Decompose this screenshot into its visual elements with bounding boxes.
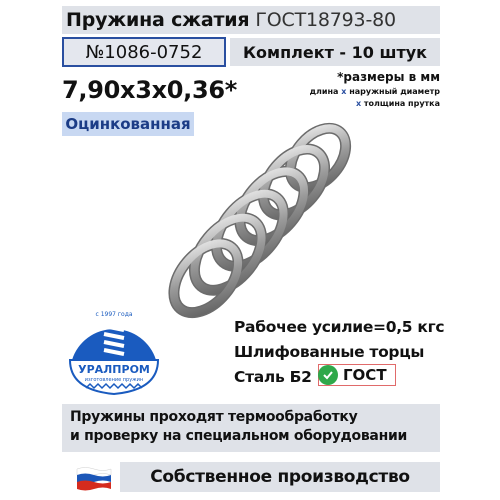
note-length: длина [309,87,339,96]
note-diameter: наружный диаметр [349,87,440,96]
size-note-line1 [310,87,440,96]
gost-badge [318,364,396,386]
note-thickness: толщина прутка [363,99,440,108]
process-line2: и проверку на специальном оборудовании [70,428,407,444]
coating-badge: Оцинкованная [62,112,194,136]
product-title-standard: ГОСТ18793-80 [255,9,396,31]
ground-ends: Шлифованные торцы [234,343,425,361]
logo-slogan: изготовление пружин [84,377,144,383]
uralprom-logo [64,300,164,396]
size-note-title: *размеры в мм [337,70,440,84]
note-times-1: x [341,87,347,96]
kit-quantity: Комплект - 10 штук [230,38,440,66]
spring-size: 7,90x3x0,36* [62,76,238,104]
logo-since: с 1997 года [95,311,133,318]
gost-label: ГОСТ [343,366,387,384]
size-note-line2 [356,99,440,108]
article-number: №1086-0752 [62,37,226,67]
check-icon [318,365,338,385]
product-title-name: Пружина сжатия [66,9,250,31]
own-production: Собственное производство [120,462,440,492]
russia-flag-icon [76,466,112,492]
spring-illustration [150,120,380,330]
note-times-2: x [355,99,362,108]
logo-brand: УРАЛПРОМ [78,363,150,376]
process-line1: Пружины проходят термообработку [70,409,358,425]
product-title [62,6,440,34]
working-force: Рабочее усилие=0,5 кгс [234,318,445,336]
process-info [62,404,440,452]
steel-grade: Сталь Б2 [234,368,312,386]
